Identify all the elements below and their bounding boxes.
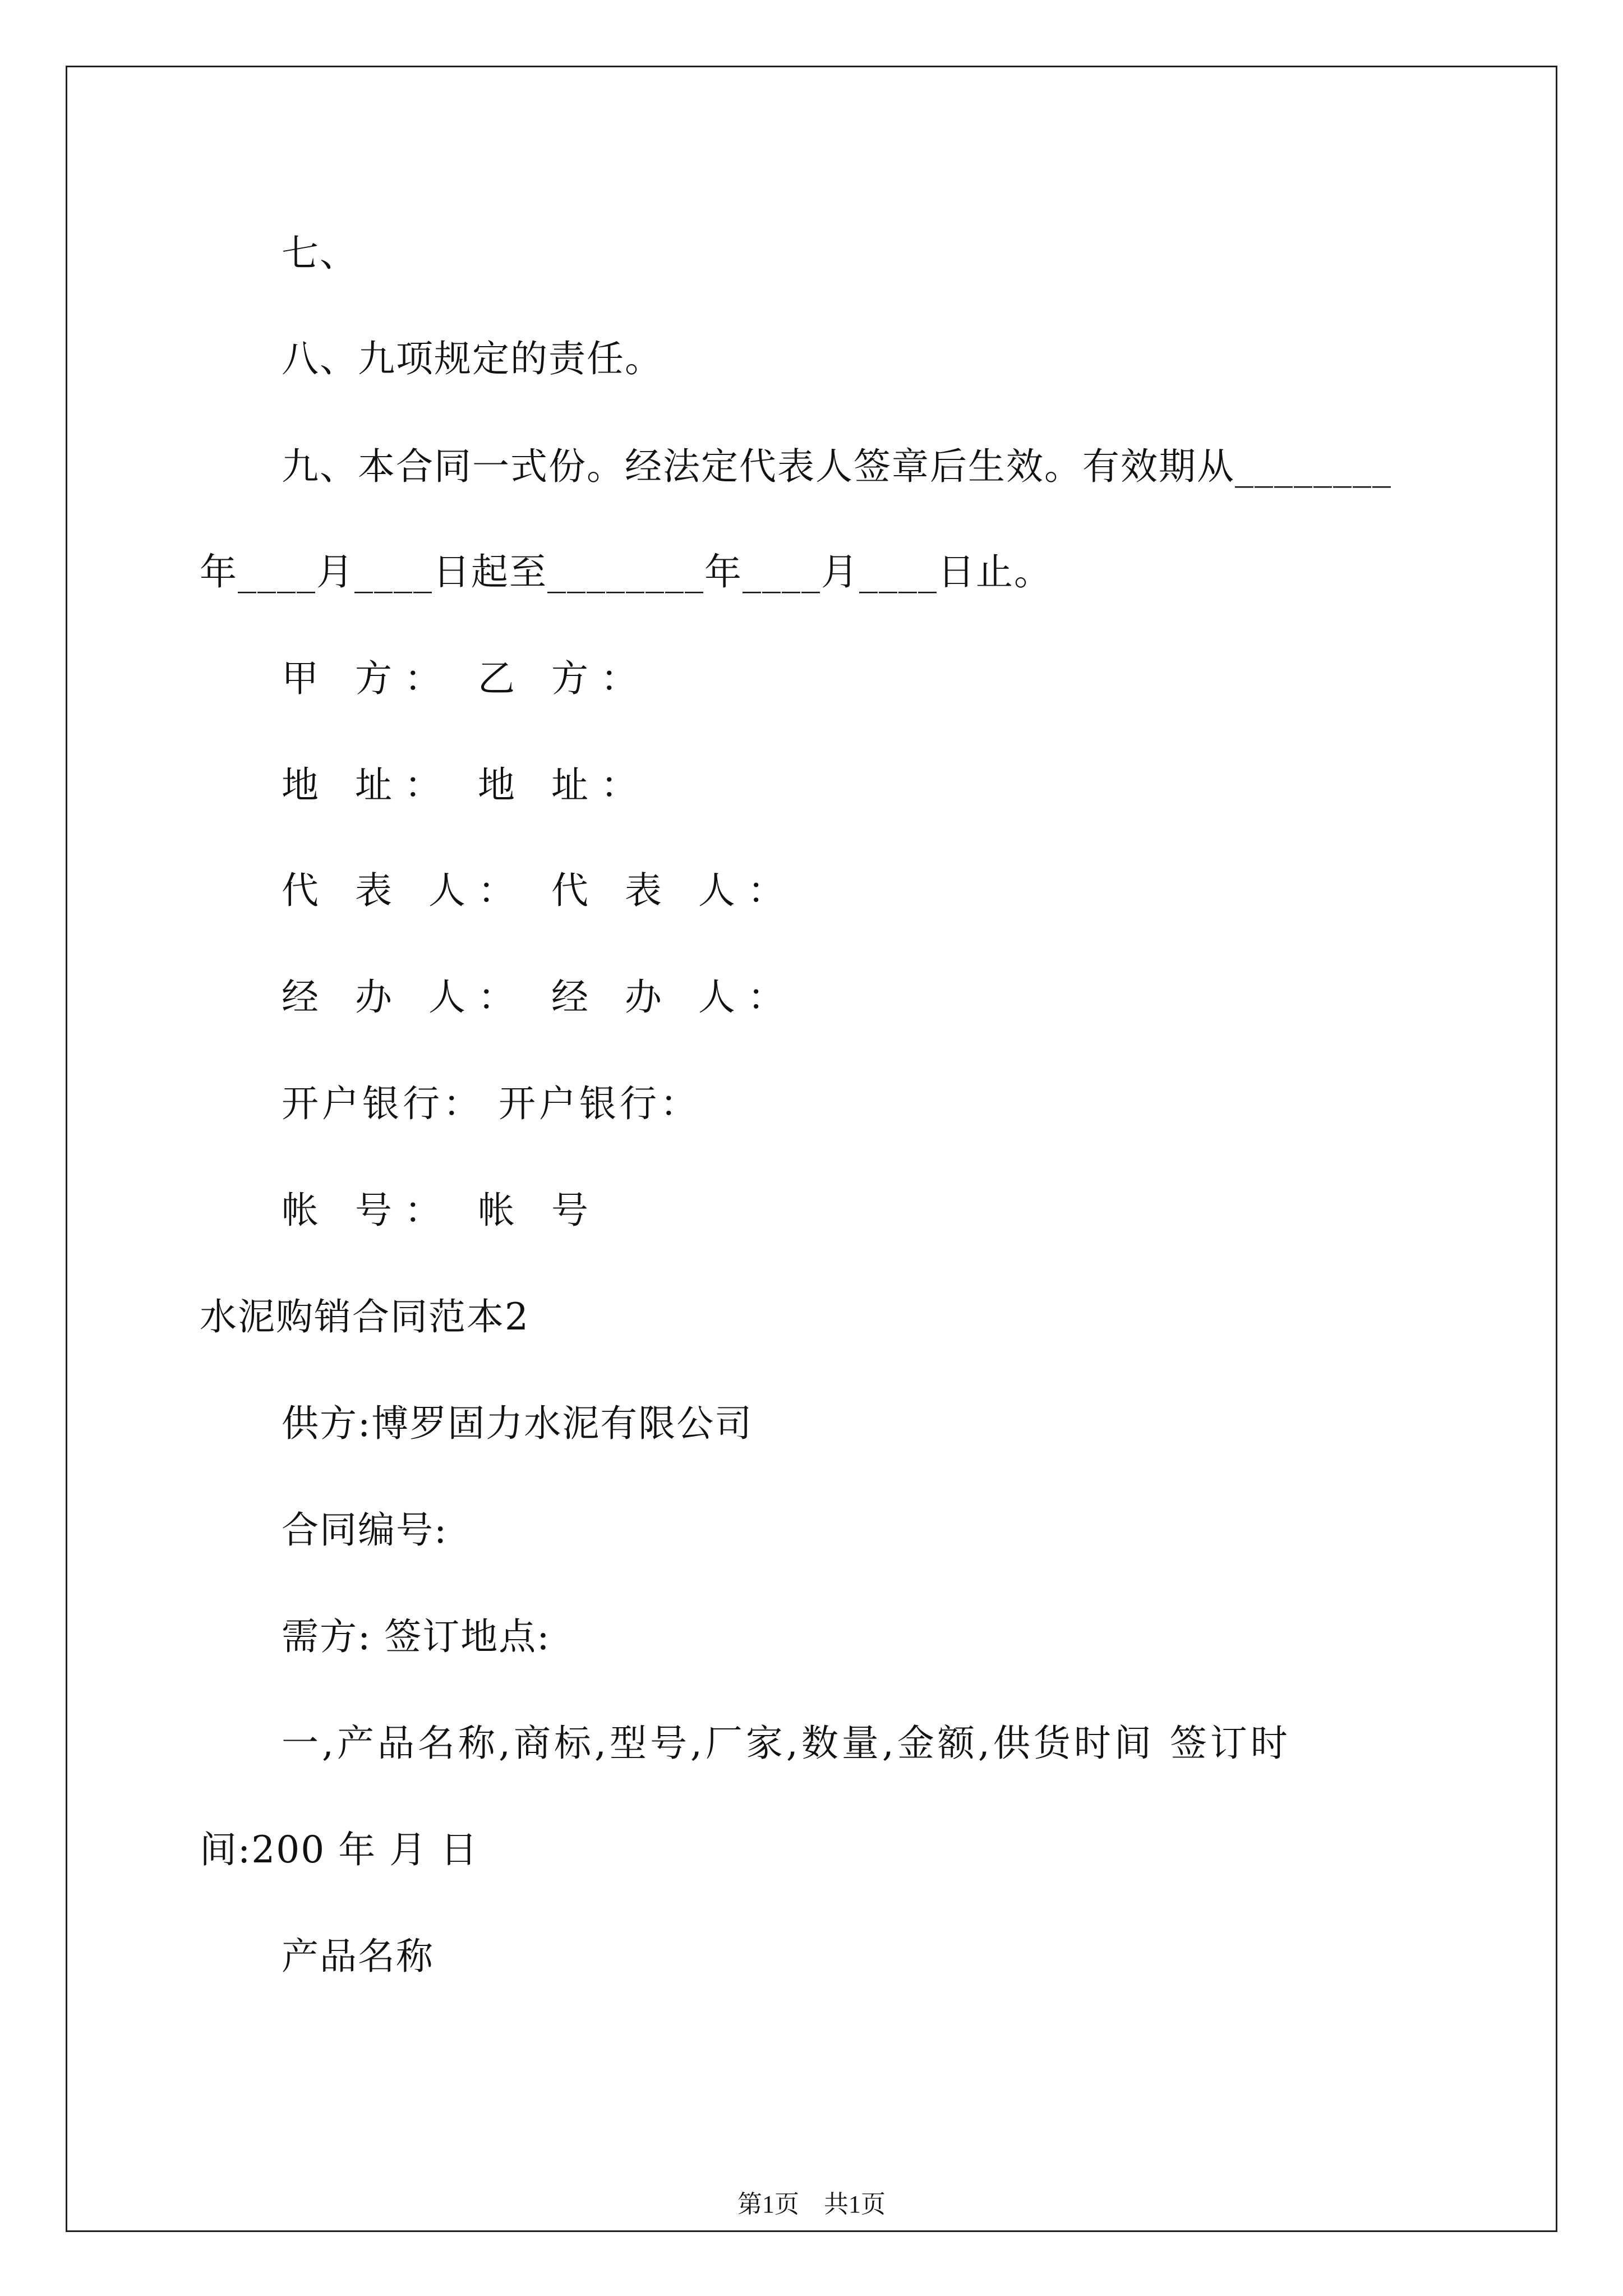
- party-accounts: 帐 号： 帐 号: [282, 1189, 601, 1232]
- buyer-signing-place-line: 需方: 签订地点:: [282, 1615, 551, 1658]
- product-name-line: 产品名称: [282, 1935, 434, 1978]
- party-banks: 开户银行： 开户银行：: [282, 1082, 700, 1125]
- clause-1: 一,产品名称,商标,型号,厂家,数量,金额,供货时间 签订时: [282, 1722, 1291, 1765]
- party-agents: 经 办 人： 经 办 人：: [282, 976, 797, 1019]
- section-title: 水泥购销合同范本2: [200, 1295, 529, 1338]
- clause-7: 七、: [282, 232, 358, 275]
- contract-number-line: 合同编号:: [282, 1508, 448, 1552]
- supplier-line: 供方:博罗固力水泥有限公司: [282, 1402, 753, 1445]
- clause-9-continued: 年____月____日起至________年____月____日止。: [200, 550, 1052, 593]
- party-representatives: 代 表 人： 代 表 人：: [282, 869, 797, 912]
- clause-9: 九、本合同一式份。经法定代表人签章后生效。有效期从________: [282, 445, 1392, 488]
- party-names: 甲 方： 乙 方：: [282, 657, 650, 700]
- clause-8: 八、九项规定的责任。: [282, 337, 663, 380]
- signing-date-line: 间:200 年 月 日: [200, 1828, 479, 1871]
- page-footer: 第1页 共1页: [737, 2191, 886, 2218]
- page-border: [66, 66, 1557, 2232]
- party-addresses: 地 址： 地 址：: [282, 763, 650, 807]
